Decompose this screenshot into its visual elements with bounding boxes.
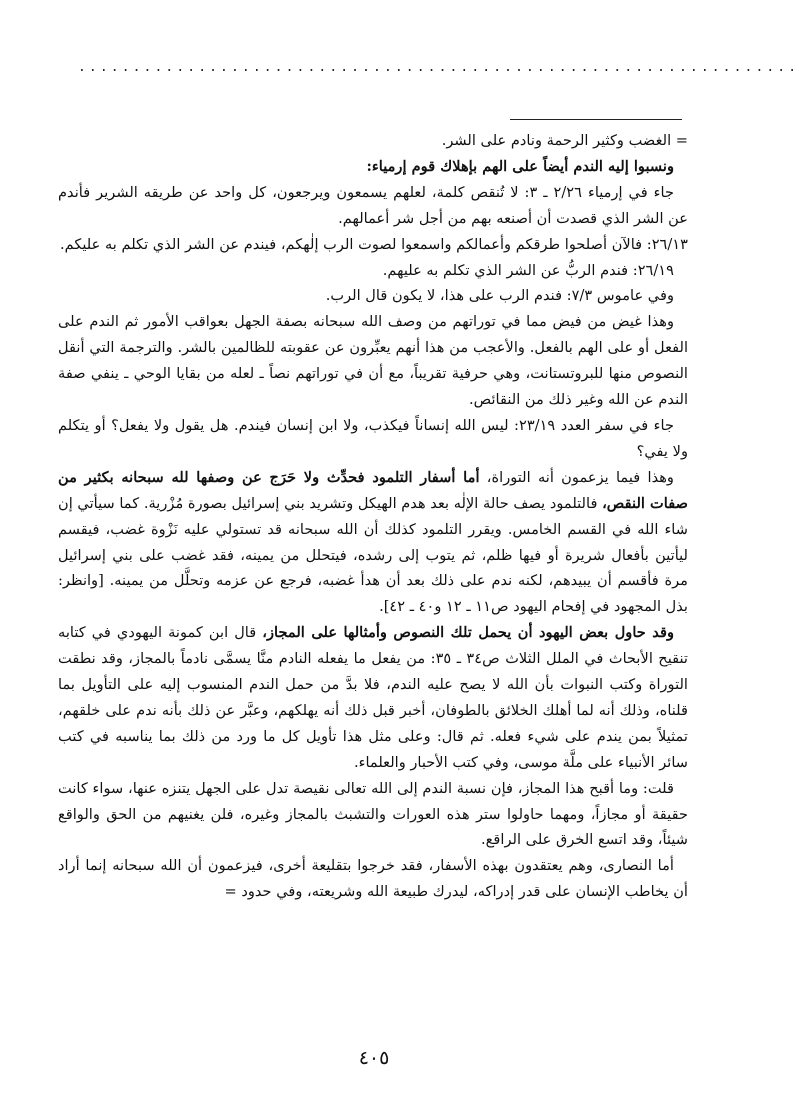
page-number: ٤٠٥ xyxy=(358,1047,390,1069)
paragraph-numbers: جاء في سفر العدد ٢٣/١٩: ليس الله إنساناً فيكذب، ولا ابن إنسان فيندم. هل يقول ولا يفعل؟ أو يتكلم ولا يفي؟ xyxy=(58,416,688,460)
paragraph-talmud: وهذا فيما يزعمون أنه التوراة، أما أسفار التلمود فحدِّث ولا حَرَج عن وصفها لله سبحانه بكثير من صفات النقص، فالتلمود يصف حالة الإلٰه بعد هدم الهيكل وتشريد بني إسرائيل بصورة مُزْرية. كما سيأتي إن شاء الله في القسم الخامس. ويقرر التلمود كذلك أن الله سبحانه قد تستولي عليه نَزْوة غضب، فيقسم ليأتين بأفعال شريرة أو فيها ظلم، ثم يتوب إلى رشده، فيتحلل من يمينه، فقد غضب على بني إسرائيل مرة فأقسم أن يبيدهم، لكنه ندم على ذلك بعد أن هدأ غضبه، فرجع عن عزمه وتحلَّل من يمينه. [وانظر: بذل المجهود في إفحام اليهود ص١١ ـ ١٢ و٤٠ ـ ٤٢]. xyxy=(58,468,688,616)
header-dotted-line: .................................................................. xyxy=(78,60,799,75)
paragraph-jeremiah-26-2: جاء في إرمياء ٢/٢٦ ـ ٣: لا تُنقص كلمة، لعلهم يسمعون ويرجعون، كل واحد عن طريقه الشرير فأندم عن الشر الذي قصدت أن أصنعه بهم من أجل شر أعمالهم. xyxy=(58,183,688,227)
paragraph-ibn-kammuna: وقد حاول بعض اليهود أن يحمل تلك النصوص وأمثالها على المجاز، قال ابن كمونة اليهودي في كتابه تنقيح الأبحاث في الملل الثلاث ص٣٤ ـ ٣٥: من يفعل ما يفعله النادم منَّا يسمَّى نادماً بالمجاز، وقد نطقت التوراة وكتب النبوات بأن الله لا يصح عليه الندم، فلا بدَّ من حمل الندم المنسوب إليه على التأويل بما قلناه، وذلك أنه لما أهلك الخلائق بالطوفان، أخبر قبل ذلك أنه يهلكهم، وعبَّر عن ذلك بأنه ندم على خلقهم، تمثيلاً بمن يندم على شيء فعله. ثم قال: وعلى مثل هذا تأويل كل ما ورد من ذلك بما يناسبه في كتب سائر الأنبياء على ملَّة موسى، وفي كتب الأحبار والعلماء. xyxy=(58,624,688,771)
paragraph-jeremiah-26-19: ٢٦/١٩: فندم الربُّ عن الشر الذي تكلم به عليهم. xyxy=(382,261,674,279)
paragraph-rebuttal: قلت: وما أقبح هذا المجاز، فإن نسبة الندم إلى الله تعالى نقيصة تدل على الجهل يتنزه عنها، سواء كانت حقيقة أو مجازاً، ومهما حاولوا ستر هذه العورات والتشبث بالمجاز وغيره، فلن يغنيهم من الحق والواقع شيئاً، وقد اتسع الخرق على الراقع. xyxy=(58,779,688,849)
section-heading: ونسبوا إليه الندم أيضاً على الهم بإهلاك قوم إرمياء: xyxy=(366,157,674,175)
paragraph-amos: وفي عاموس ٧/٣: فندم الرب على هذا، لا يكون قال الرب. xyxy=(325,287,674,305)
paragraph-christians: أما النصارى، وهم يعتقدون بهذه الأسفار، فقد خرجوا بتقليعة أخرى، فيزعمون أن الله سبحانه إنما أراد أن يخاطب الإنسان على قدر إدراكه، ليدرك طبيعة الله وشريعته، وفي حدود = xyxy=(58,857,688,901)
continued-line: = الغضب وكثير الرحمة ونادم على الشر. xyxy=(441,132,688,149)
page-body xyxy=(58,128,688,905)
footnote-separator xyxy=(510,119,682,120)
paragraph-jeremiah-26-13: ٢٦/١٣: فالآن أصلحوا طرقكم وأعمالكم واسمعوا لصوت الرب إلٰهكم، فيندم عن الشر الذي تكلم به عليكم. xyxy=(59,235,688,253)
paragraph-commentary: وهذا غيض من فيض مما في توراتهم من وصف الله سبحانه بصفة الجهل بعواقب الأمور ثم الندم على الفعل أو على الهم بالفعل. والأعجب من هذا أنهم يعبِّرون عن عقوبته للظالمين بالشر. والترجمة التي أنقل النصوص منها للبروتستانت، وهي حرفية تقريباً، مع أن في توراتهم نصاً ـ لعله من بقايا الوحي ـ ينفي صفة الندم عن الله وغير ذلك من النقائص. xyxy=(58,313,688,409)
